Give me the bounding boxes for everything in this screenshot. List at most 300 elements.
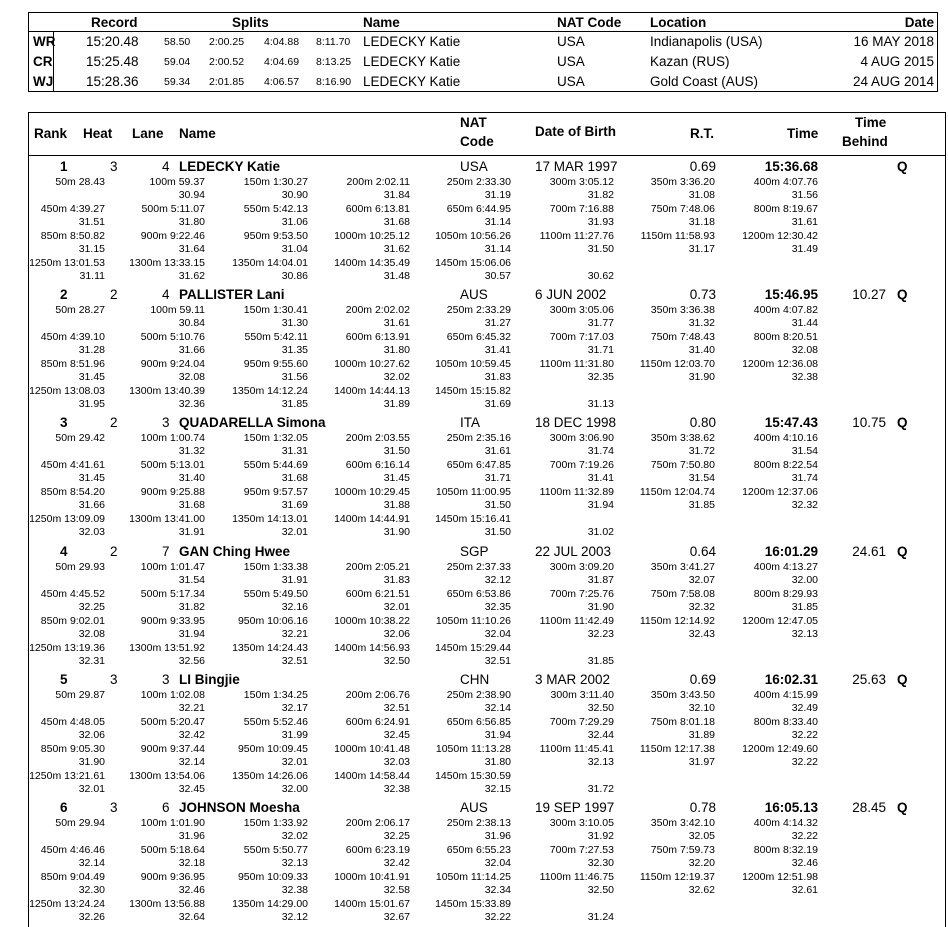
split-distance: 100m: [150, 304, 177, 316]
record-time: 15:25.48: [86, 54, 139, 69]
split-lap-time: 31.56: [791, 189, 818, 201]
athlete-dob: 19 SEP 1997: [535, 800, 615, 815]
split-cumulative: [244, 690, 308, 701]
athlete-final-time: 16:05.13: [764, 800, 818, 815]
split-distance: 250m: [446, 176, 474, 188]
split-lap-time: 31.68: [178, 499, 205, 511]
split-cumulative: [550, 845, 614, 856]
split-time: 14:44.13: [369, 385, 410, 397]
split-lap-time: 32.14: [178, 756, 205, 768]
split-time: 13:56.88: [164, 898, 205, 910]
split-distance: 150m: [243, 304, 271, 316]
split-distance: 200m: [345, 432, 373, 444]
split-lap-time: 32.30: [78, 884, 105, 896]
split-time: 12:14.92: [674, 615, 715, 627]
split-distance: 350m: [650, 689, 678, 701]
split-cumulative: [742, 872, 818, 883]
split-cumulative: [651, 690, 715, 701]
split-time: 7:16.88: [578, 203, 614, 215]
split-distance: 1250m: [29, 257, 62, 269]
split-time: 9:57.57: [272, 486, 308, 498]
split-time: 29.42: [78, 432, 105, 444]
split-time: 10:09.33: [267, 871, 308, 883]
split-distance: 250m: [446, 561, 474, 573]
split-lap-time: 32.22: [484, 911, 511, 923]
split-cumulative: [244, 177, 308, 188]
split-time: 14:35.49: [369, 257, 410, 269]
split-cumulative: [346, 460, 410, 471]
athlete-lane: 3: [162, 672, 170, 687]
split-time: 7:19.26: [578, 459, 614, 471]
split-distance: 500m: [140, 459, 168, 471]
athlete-qualified: Q: [897, 544, 908, 559]
split-lap-time: 31.68: [383, 216, 410, 228]
athlete-nat: ITA: [460, 415, 480, 430]
split-time: 6:56.85: [475, 716, 511, 728]
split-distance: 1400m: [334, 385, 367, 397]
split-time: 2:37.33: [475, 561, 511, 573]
athlete-dob: 22 JUL 2003: [535, 544, 612, 559]
split-distance: 150m: [243, 176, 271, 188]
split-cumulative: [651, 332, 715, 343]
split-distance: 750m: [650, 331, 678, 343]
split-cumulative: [550, 589, 614, 600]
athlete-rank: 6: [60, 800, 68, 815]
split-lap-time: 31.41: [484, 344, 511, 356]
split-distance: 600m: [345, 588, 373, 600]
results-header-behind-line2: Behind: [842, 134, 888, 149]
split-lap-time: 32.03: [383, 756, 410, 768]
split-cumulative: [754, 332, 818, 343]
split-cumulative: [141, 359, 205, 370]
split-cumulative: [29, 771, 105, 782]
split-distance: 1150m: [639, 358, 672, 370]
split-lap-time: 31.50: [383, 445, 410, 457]
split-time: 11:42.49: [573, 615, 614, 627]
split-time: 5:17.34: [169, 588, 205, 600]
split-lap-time: 32.56: [178, 655, 205, 667]
split-lap-time: 32.01: [281, 526, 308, 538]
split-time: 7:48.43: [679, 331, 715, 343]
split-distance: 950m: [237, 615, 265, 627]
athlete-rank: 5: [60, 672, 68, 687]
split-time: 7:58.08: [679, 588, 715, 600]
split-cumulative: [435, 258, 511, 269]
split-distance: 900m: [140, 615, 168, 627]
split-cumulative: [436, 487, 511, 498]
split-distance: 250m: [446, 817, 474, 829]
split-lap-time: 32.06: [383, 628, 410, 640]
split-time: 8:32.19: [782, 844, 818, 856]
split-lap-time: 31.54: [688, 472, 715, 484]
athlete-name: GAN Ching Hwee: [179, 544, 291, 559]
split-lap-time: 32.32: [688, 601, 715, 613]
split-time: 10:09.45: [267, 743, 308, 755]
split-cumulative: [334, 386, 410, 397]
record-split: 8:16.90: [316, 76, 352, 88]
split-distance: 800m: [753, 588, 781, 600]
split-lap-time: 32.44: [587, 729, 614, 741]
split-cumulative: [141, 460, 205, 471]
split-cumulative: [447, 845, 511, 856]
split-lap-time: 32.23: [587, 628, 614, 640]
split-cumulative: [651, 433, 715, 444]
split-lap-time: 31.97: [688, 756, 715, 768]
split-lap-time: 31.02: [587, 526, 614, 538]
athlete-time-behind: 10.75: [852, 415, 886, 430]
split-distance: 1400m: [334, 770, 367, 782]
split-time: 15:33.89: [470, 898, 511, 910]
split-time: 59.37: [178, 176, 205, 188]
split-time: 12:47.05: [777, 615, 818, 627]
split-cumulative: [651, 717, 715, 728]
split-distance: 1350m: [232, 385, 265, 397]
split-time: 12:49.60: [777, 743, 818, 755]
split-time: 3:09.20: [578, 561, 614, 573]
split-lap-time: 31.64: [178, 243, 205, 255]
split-time: 4:45.52: [69, 588, 105, 600]
split-lap-time: 30.84: [178, 317, 205, 329]
records-header-name: Name: [363, 15, 400, 30]
split-time: 4:07.82: [782, 304, 818, 316]
split-time: 8:54.20: [69, 486, 105, 498]
record-split: 8:11.70: [316, 36, 351, 48]
split-lap-time: 31.04: [281, 243, 308, 255]
results-header-lane: Lane: [132, 126, 164, 141]
split-time: 6:23.19: [374, 844, 410, 856]
split-distance: 400m: [753, 561, 781, 573]
split-cumulative: [141, 487, 205, 498]
split-lap-time: 31.74: [587, 445, 614, 457]
split-time: 6:21.51: [374, 588, 410, 600]
split-distance: 1400m: [334, 642, 367, 654]
split-lap-time: 31.56: [281, 371, 308, 383]
split-distance: 50m: [55, 817, 76, 829]
split-time: 9:04.49: [69, 871, 105, 883]
split-time: 10:56.26: [470, 230, 511, 242]
split-distance: 550m: [243, 716, 271, 728]
split-distance: 1250m: [29, 770, 62, 782]
athlete-reaction-time: 0.78: [689, 800, 716, 815]
split-time: 4:41.61: [69, 459, 105, 471]
split-distance: 300m: [549, 817, 577, 829]
split-cumulative: [540, 231, 614, 242]
split-lap-time: 32.22: [791, 729, 818, 741]
split-lap-time: 32.08: [791, 344, 818, 356]
split-distance: 1050m: [435, 230, 468, 242]
split-cumulative: [244, 562, 308, 573]
split-time: 9:53.50: [272, 230, 308, 242]
split-distance: 450m: [40, 588, 68, 600]
athlete-final-time: 15:46.95: [764, 287, 818, 302]
split-cumulative: [435, 231, 511, 242]
split-time: 59.11: [179, 304, 205, 316]
split-distance: 1300m: [129, 385, 162, 397]
split-cumulative: [447, 562, 511, 573]
split-cumulative: [55, 177, 105, 188]
split-lap-time: 32.14: [78, 857, 105, 869]
athlete-rank: 3: [60, 415, 68, 430]
split-time: 8:29.93: [782, 588, 818, 600]
athlete-time-behind: 25.63: [852, 672, 886, 687]
split-lap-time: 31.80: [178, 216, 205, 228]
split-distance: 900m: [140, 871, 168, 883]
split-distance: 350m: [650, 561, 678, 573]
athlete-qualified: Q: [897, 159, 908, 174]
split-time: 4:39.27: [69, 203, 105, 215]
split-distance: 350m: [650, 176, 678, 188]
split-cumulative: [29, 258, 105, 269]
athlete-heat: 2: [110, 287, 118, 302]
split-time: 11:31.80: [573, 358, 614, 370]
record-time: 15:20.48: [86, 34, 139, 49]
split-distance: 1200m: [742, 871, 775, 883]
split-distance: 1050m: [435, 486, 468, 498]
athlete-nat: AUS: [460, 287, 488, 302]
split-cumulative: [55, 690, 105, 701]
athlete-rank: 2: [60, 287, 68, 302]
split-cumulative: [244, 433, 308, 444]
split-lap-time: 31.85: [791, 601, 818, 613]
split-cumulative: [550, 433, 614, 444]
split-lap-time: 31.90: [78, 756, 105, 768]
split-cumulative: [238, 616, 308, 627]
split-lap-time: 31.85: [587, 655, 614, 667]
athlete-rank: 4: [60, 544, 68, 559]
split-distance: 600m: [345, 716, 373, 728]
split-cumulative: [141, 433, 205, 444]
athlete-lane: 4: [162, 287, 170, 302]
split-cumulative: [550, 717, 614, 728]
split-lap-time: 32.46: [178, 884, 205, 896]
split-time: 10:38.22: [369, 615, 410, 627]
split-cumulative: [346, 204, 410, 215]
split-lap-time: 30.86: [281, 270, 308, 282]
split-time: 28.43: [78, 176, 105, 188]
split-cumulative: [244, 359, 308, 370]
record-split: 4:06.57: [264, 76, 300, 88]
split-distance: 300m: [549, 432, 577, 444]
split-cumulative: [447, 332, 511, 343]
split-cumulative: [141, 616, 205, 627]
split-time: 3:06.90: [578, 432, 614, 444]
split-time: 1:33.38: [272, 561, 308, 573]
split-distance: 650m: [446, 588, 474, 600]
split-cumulative: [41, 845, 105, 856]
split-lap-time: 32.02: [383, 371, 410, 383]
split-lap-time: 32.34: [484, 884, 511, 896]
athlete-heat: 3: [110, 800, 118, 815]
split-distance: 300m: [549, 176, 577, 188]
split-distance: 1450m: [435, 513, 468, 525]
split-distance: 1000m: [334, 871, 367, 883]
split-time: 12:17.38: [674, 743, 715, 755]
split-cumulative: [640, 487, 715, 498]
split-lap-time: 32.02: [281, 830, 308, 842]
split-distance: 1100m: [539, 615, 571, 627]
split-cumulative: [232, 643, 308, 654]
split-time: 10:41.48: [369, 743, 410, 755]
split-lap-time: 32.32: [791, 499, 818, 511]
split-time: 10:27.62: [369, 358, 410, 370]
split-cumulative: [447, 589, 511, 600]
split-time: 15:15.82: [470, 385, 511, 397]
split-lap-time: 32.13: [587, 756, 614, 768]
split-time: 12:30.42: [777, 230, 818, 242]
split-cumulative: [232, 514, 308, 525]
athlete-reaction-time: 0.64: [689, 544, 716, 559]
split-lap-time: 31.83: [383, 574, 410, 586]
split-time: 4:46.46: [69, 844, 105, 856]
split-time: 11:58.93: [674, 230, 715, 242]
athlete-reaction-time: 0.69: [689, 159, 716, 174]
split-lap-time: 31.80: [484, 756, 511, 768]
split-time: 6:55.23: [475, 844, 511, 856]
athlete-time-behind: 10.27: [852, 287, 886, 302]
split-lap-time: 32.01: [383, 601, 410, 613]
split-lap-time: 32.01: [78, 783, 105, 795]
split-time: 6:16.14: [374, 459, 410, 471]
split-time: 7:59.73: [679, 844, 715, 856]
record-nat: USA: [557, 74, 585, 89]
split-lap-time: 30.94: [178, 189, 205, 201]
split-lap-time: 30.90: [281, 189, 308, 201]
split-time: 7:48.06: [679, 203, 715, 215]
split-lap-time: 31.50: [484, 526, 511, 538]
split-cumulative: [447, 305, 511, 316]
split-cumulative: [244, 204, 308, 215]
split-time: 6:44.95: [475, 203, 511, 215]
athlete-rank: 1: [60, 159, 68, 174]
athlete-qualified: Q: [897, 287, 908, 302]
split-lap-time: 32.42: [178, 729, 205, 741]
split-distance: 700m: [549, 331, 577, 343]
split-cumulative: [754, 589, 818, 600]
split-time: 8:33.40: [782, 716, 818, 728]
split-lap-time: 31.90: [587, 601, 614, 613]
split-cumulative: [141, 562, 205, 573]
split-cumulative: [244, 487, 308, 498]
split-time: 11:13.28: [470, 743, 511, 755]
split-cumulative: [245, 332, 308, 343]
split-distance: 850m: [40, 358, 68, 370]
split-lap-time: 32.42: [383, 857, 410, 869]
split-lap-time: 31.94: [178, 628, 205, 640]
split-time: 11:45.41: [573, 743, 614, 755]
split-lap-time: 31.28: [78, 344, 105, 356]
split-lap-time: 32.45: [383, 729, 410, 741]
split-cumulative: [436, 616, 511, 627]
split-distance: 50m: [55, 176, 76, 188]
split-distance: 800m: [753, 844, 781, 856]
split-distance: 1350m: [232, 770, 265, 782]
split-time: 7:25.76: [578, 588, 614, 600]
split-time: 14:04.01: [267, 257, 308, 269]
split-distance: 1150m: [640, 230, 672, 242]
split-cumulative: [334, 258, 410, 269]
split-time: 11:00.95: [470, 486, 511, 498]
split-distance: 1200m: [742, 486, 775, 498]
split-cumulative: [141, 872, 205, 883]
split-cumulative: [55, 818, 105, 829]
split-distance: 800m: [753, 331, 781, 343]
split-distance: 500m: [140, 588, 168, 600]
results-header-time: Time: [787, 126, 819, 141]
split-time: 1:02.08: [169, 689, 205, 701]
split-time: 11:27.76: [573, 230, 614, 242]
split-cumulative: [435, 386, 511, 397]
athlete-lane: 3: [162, 415, 170, 430]
split-distance: 600m: [345, 203, 373, 215]
split-lap-time: 31.94: [484, 729, 511, 741]
split-cumulative: [141, 845, 205, 856]
split-distance: 1300m: [129, 642, 162, 654]
split-time: 6:45.32: [475, 331, 511, 343]
split-distance: 300m: [550, 689, 577, 701]
split-distance: 700m: [549, 844, 577, 856]
split-cumulative: [754, 433, 818, 444]
split-distance: 650m: [446, 203, 474, 215]
split-cumulative: [41, 872, 105, 883]
split-distance: 150m: [243, 432, 271, 444]
records-header-date: Date: [904, 15, 934, 30]
split-distance: 1400m: [334, 898, 367, 910]
split-lap-time: 31.30: [281, 317, 308, 329]
split-distance: 400m: [753, 689, 781, 701]
split-cumulative: [141, 690, 205, 701]
split-cumulative: [754, 562, 818, 573]
split-time: 6:13.91: [374, 331, 410, 343]
split-distance: 950m: [243, 486, 271, 498]
split-lap-time: 31.50: [484, 499, 511, 511]
split-time: 5:18.64: [169, 844, 205, 856]
record-split: 4:04.88: [264, 36, 300, 48]
record-split: 2:00.25: [209, 36, 245, 48]
split-lap-time: 31.88: [383, 499, 410, 511]
split-cumulative: [651, 845, 715, 856]
split-distance: 650m: [446, 459, 474, 471]
split-cumulative: [540, 616, 614, 627]
athlete-dob: 6 JUN 2002: [535, 287, 607, 302]
split-lap-time: 31.54: [791, 445, 818, 457]
split-cumulative: [651, 177, 715, 188]
records-header-splits: Splits: [232, 15, 269, 30]
split-lap-time: 32.36: [178, 398, 205, 410]
split-lap-time: 32.00: [791, 574, 818, 586]
athlete-final-time: 16:02.31: [764, 672, 818, 687]
records-header-location: Location: [650, 15, 707, 30]
split-distance: 300m: [549, 561, 577, 573]
split-time: 13:09.09: [64, 513, 105, 525]
record-location: Gold Coast (AUS): [650, 74, 759, 89]
split-lap-time: 31.77: [587, 317, 614, 329]
split-lap-time: 32.03: [78, 526, 105, 538]
record-date: 24 AUG 2014: [852, 74, 934, 89]
split-time: 2:38.90: [475, 689, 511, 701]
split-time: 12:03.70: [674, 358, 715, 370]
split-distance: 1000m: [334, 615, 367, 627]
split-lap-time: 32.17: [281, 702, 308, 714]
split-distance: 1150m: [639, 743, 672, 755]
split-lap-time: 31.32: [688, 317, 715, 329]
split-lap-time: 32.49: [791, 702, 818, 714]
split-distance: 250m: [446, 304, 474, 316]
split-lap-time: 31.40: [688, 344, 715, 356]
split-time: 2:05.21: [374, 561, 410, 573]
split-lap-time: 32.04: [484, 628, 511, 640]
split-time: 9:25.88: [169, 486, 205, 498]
split-lap-time: 31.69: [484, 398, 511, 410]
